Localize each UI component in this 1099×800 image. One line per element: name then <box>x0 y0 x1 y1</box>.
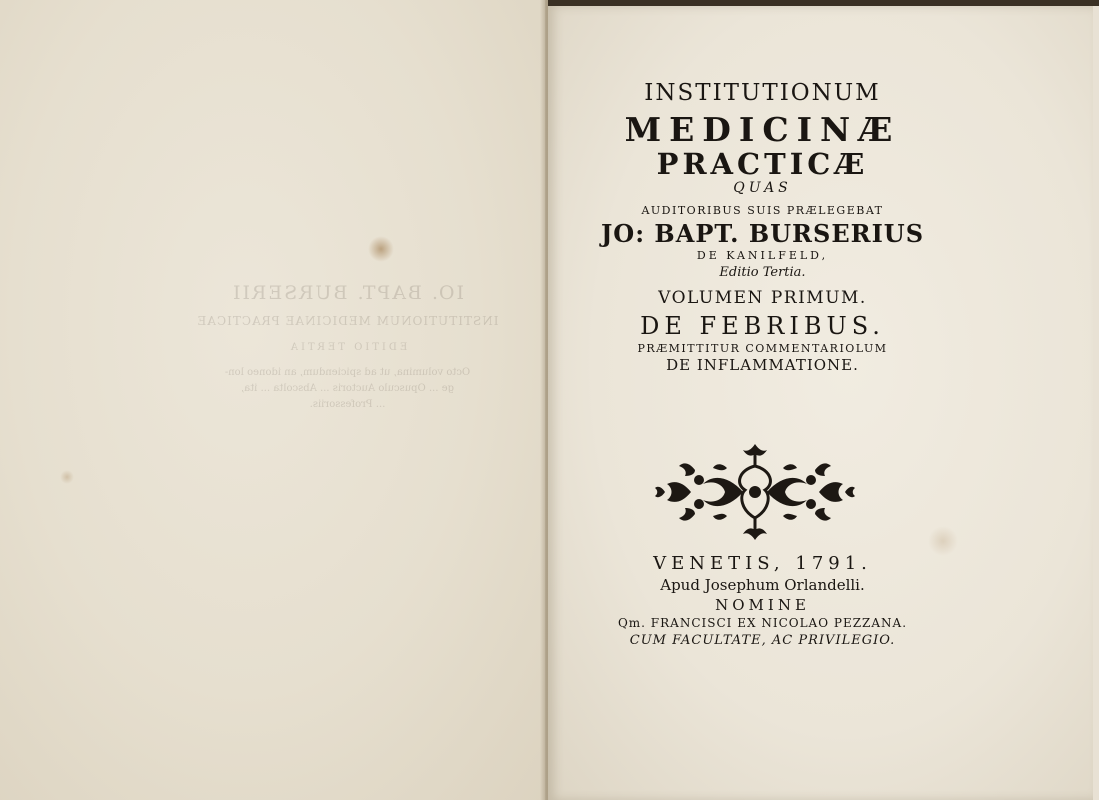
bleed-line: ge ... Opusculo Auctoris ... Abscolta ... ita, <box>241 383 454 394</box>
foxing-stain <box>928 526 958 556</box>
title-main: MEDICINÆ <box>624 110 901 149</box>
title-main: PRACTICÆ <box>656 147 869 181</box>
imprint-place-year: VENETIS, 1791. <box>653 553 872 574</box>
volume: VOLUMEN PRIMUM. <box>658 288 867 308</box>
foxing-stain <box>368 236 394 262</box>
floral-ornament-icon <box>655 440 855 544</box>
imprint-block <box>590 553 935 648</box>
title-line: PRÆMITTITUR COMMENTARIOLUM <box>637 342 888 355</box>
imprint-privilege: CUM FACULTATE, AC PRIVILEGIO. <box>629 633 896 648</box>
edition: Editio Tertia. <box>719 265 806 280</box>
left-page <box>0 0 545 800</box>
bleed-line: ... Professoriis. <box>309 399 386 410</box>
bleed-line: EDITIO TERTIA <box>287 342 408 353</box>
author-name: JO: BAPT. BURSERIUS <box>600 219 925 248</box>
title-line: DE INFLAMMATIONE. <box>666 356 859 374</box>
foxing-stain <box>60 470 74 484</box>
title-line: INSTITUTIONUM <box>644 80 881 106</box>
title-line: QUAS <box>733 180 792 196</box>
bleed-through-text <box>175 282 520 413</box>
bleed-line: Octo volumina, ut ad spiciendum, an idoneo lon- <box>224 367 471 378</box>
title-line: AUDITORIBUS SUIS PRÆLEGEBAT <box>641 204 884 217</box>
imprint-nomine: NOMINE <box>715 596 810 614</box>
bleed-line: INSTITUTIONUM MEDICINAE PRACTICAE <box>196 314 499 328</box>
title-block <box>590 80 935 374</box>
author-title: DE KANILFELD, <box>696 249 829 262</box>
imprint-successor: Qm. FRANCISCI EX NICOLAO PEZZANA. <box>617 616 908 630</box>
imprint-publisher: Apud Josephum Orlandelli. <box>660 576 865 594</box>
subject: DE FEBRIBUS. <box>640 312 885 340</box>
bleed-line: IO. BAPT. BURSERII <box>231 282 464 304</box>
